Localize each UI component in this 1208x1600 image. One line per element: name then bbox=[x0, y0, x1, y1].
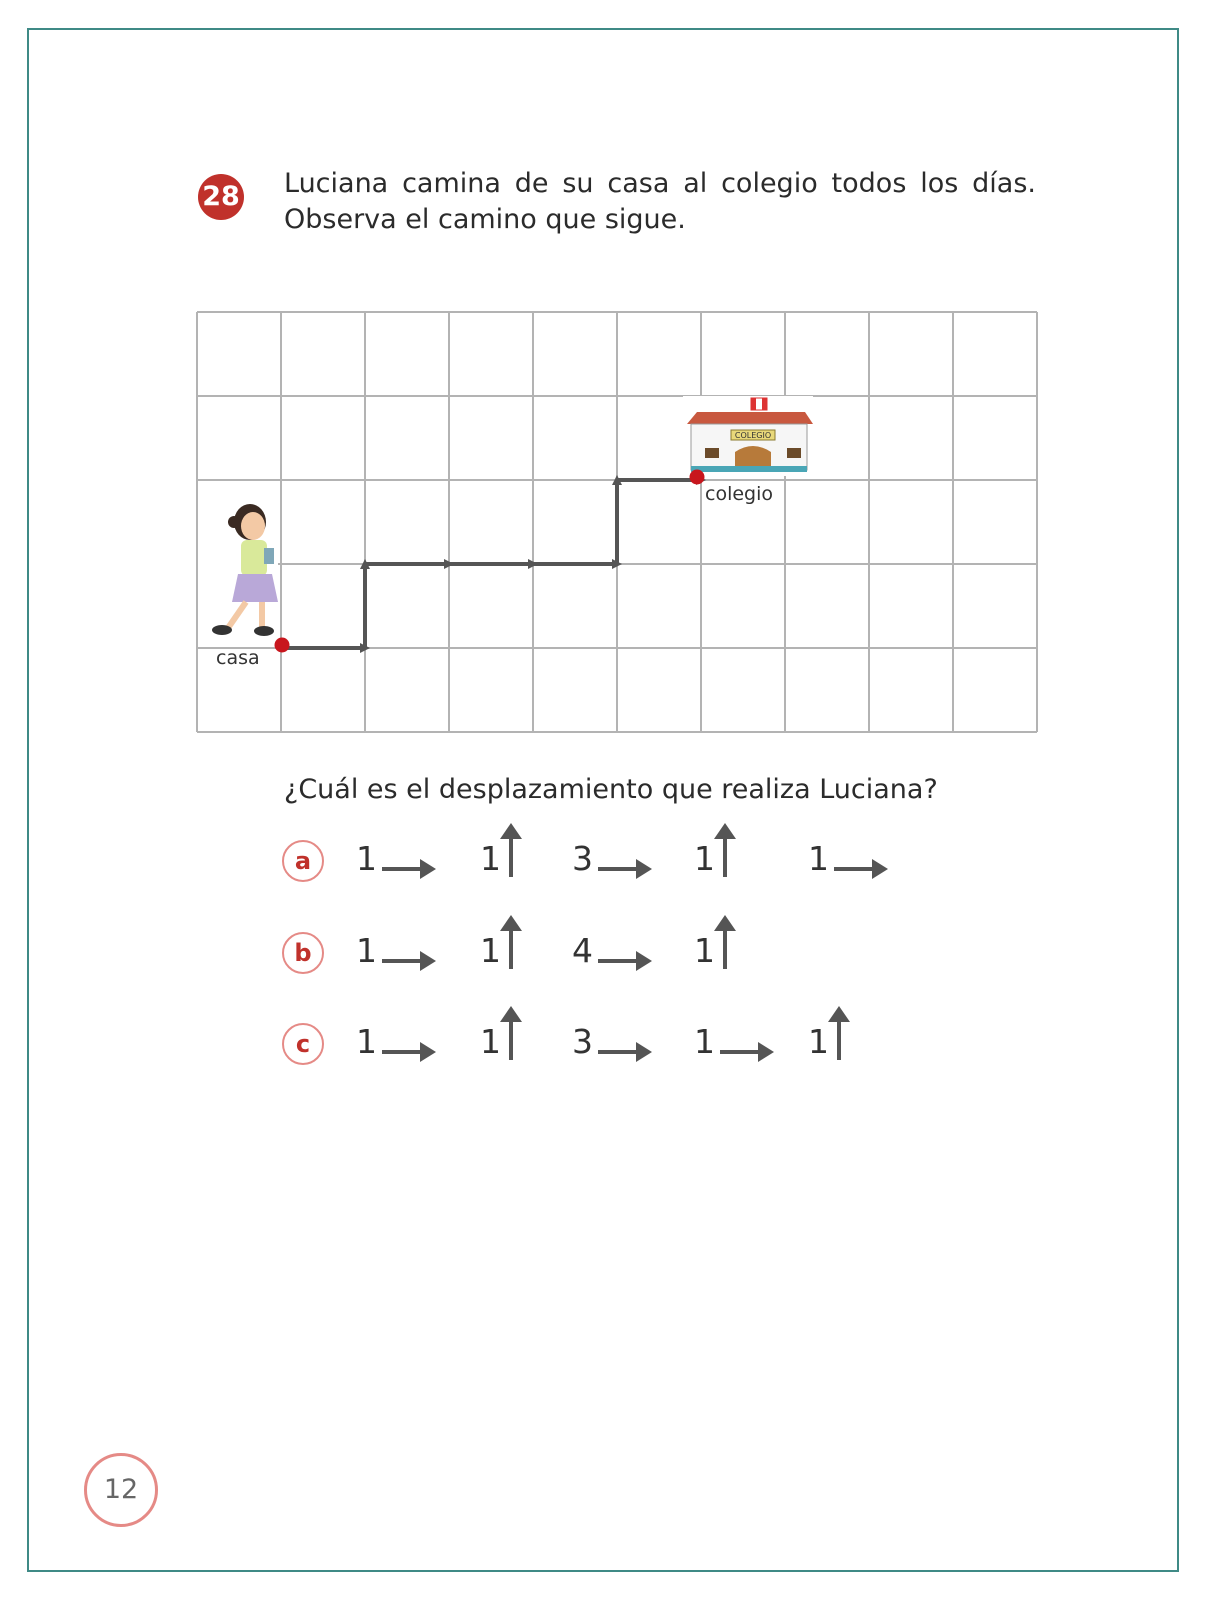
school-point bbox=[690, 470, 705, 485]
arrow-right-icon bbox=[718, 1040, 776, 1064]
option-a-button[interactable]: a bbox=[282, 840, 324, 882]
option-c-step-count: 1 bbox=[356, 1022, 377, 1061]
arrow-right-icon bbox=[596, 857, 654, 881]
arrow-up-icon bbox=[498, 913, 524, 971]
option-c-step-count: 1 bbox=[480, 1022, 501, 1061]
home-point bbox=[275, 638, 290, 653]
problem-text: Luciana camina de su casa al colegio todos los días. Observa el camino que sigue. bbox=[284, 168, 1036, 235]
svg-text:COLEGIO: COLEGIO bbox=[734, 431, 772, 440]
girl-illustration bbox=[198, 500, 278, 640]
arrow-right-icon bbox=[380, 1040, 438, 1064]
arrow-right-icon bbox=[832, 857, 890, 881]
arrow-up-icon bbox=[498, 821, 524, 879]
option-b-step-count: 1 bbox=[694, 931, 715, 970]
problem-number-badge: 28 bbox=[198, 174, 244, 220]
arrow-right-icon bbox=[596, 949, 654, 973]
arrow-right-icon bbox=[380, 949, 438, 973]
option-b-step-count: 4 bbox=[572, 931, 593, 970]
home-label: casa bbox=[216, 647, 260, 669]
school-label: colegio bbox=[705, 483, 774, 505]
option-c-step-count: 1 bbox=[694, 1022, 715, 1061]
arrow-up-icon bbox=[712, 821, 738, 879]
option-b-step-count: 1 bbox=[480, 931, 501, 970]
option-a-step-count: 1 bbox=[808, 839, 829, 878]
question-text: ¿Cuál es el desplazamiento que realiza Luciana? bbox=[284, 774, 938, 805]
option-b-step-count: 1 bbox=[356, 931, 377, 970]
option-c-step-count: 1 bbox=[808, 1022, 829, 1061]
arrow-right-icon bbox=[380, 857, 438, 881]
school-illustration bbox=[683, 396, 813, 476]
arrow-right-icon bbox=[596, 1040, 654, 1064]
option-c-step-count: 3 bbox=[572, 1022, 593, 1061]
arrow-up-icon bbox=[498, 1004, 524, 1062]
option-b-button[interactable]: b bbox=[282, 932, 324, 974]
option-c-button[interactable]: c bbox=[282, 1023, 324, 1065]
page-number: 12 bbox=[84, 1453, 158, 1527]
option-a-step-count: 3 bbox=[572, 839, 593, 878]
option-a-step-count: 1 bbox=[480, 839, 501, 878]
option-a-step-count: 1 bbox=[356, 839, 377, 878]
option-a-step-count: 1 bbox=[694, 839, 715, 878]
arrow-up-icon bbox=[826, 1004, 852, 1062]
arrow-up-icon bbox=[712, 913, 738, 971]
